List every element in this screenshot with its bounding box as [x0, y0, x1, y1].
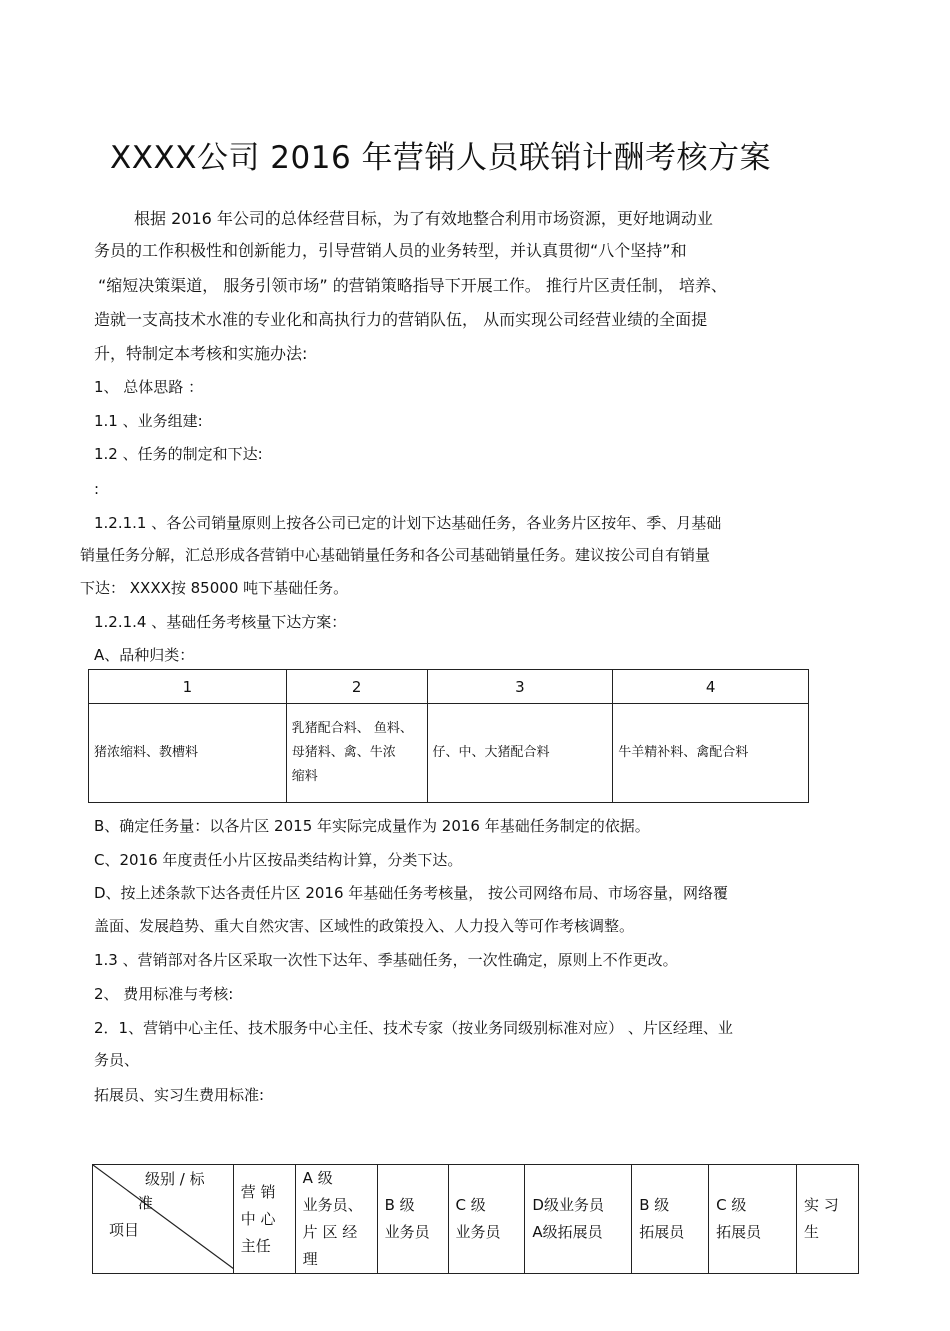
paragraph-line: 1.3 、营销部对各片区采取一次性下达年、季基础任务，一次性确定，原则上不作更改。	[94, 951, 678, 969]
cell-line: 业务员、	[302, 1196, 363, 1214]
table-header-cell	[377, 1165, 448, 1274]
table-header-cell	[797, 1165, 859, 1274]
cell-line: 营 销	[240, 1182, 276, 1201]
cell-line: 业务员	[384, 1223, 430, 1241]
section-heading: 1.1 、业务组建:	[94, 412, 203, 430]
cell-line: 母猪料、禽、牛浓	[291, 745, 396, 760]
table-header-cell: 3	[427, 670, 613, 704]
table-header-cell	[525, 1165, 632, 1274]
table-header-cell: 2	[286, 670, 427, 704]
table-header-cell: 1	[89, 670, 287, 704]
category-table	[88, 669, 809, 803]
cell-line: 乳猪配合料、 鱼料、	[291, 721, 413, 736]
paragraph-line: 拓展员、实习生费用标准:	[94, 1086, 265, 1104]
section-heading: A、品种归类：	[94, 646, 195, 664]
cell-line: 业务员	[455, 1223, 501, 1241]
cell-line: 牛羊精补料、禽配合料	[618, 745, 749, 760]
table-header-cell	[448, 1165, 525, 1274]
table-header-row	[89, 670, 809, 704]
cell-line: 主任	[240, 1236, 271, 1255]
paragraph-line: C、2016 年度责任小片区按品类结构计算，分类下达。	[94, 851, 463, 869]
intro-line: 造就一支高技术水准的专业化和高执行力的营销队伍， 从而实现公司经营业绩的全面提	[94, 310, 708, 329]
cell-line: C 级	[455, 1196, 486, 1214]
paragraph-line: B、确定任务量：以各片区 2015 年实际完成量作为 2016 年基础任务制定的依据。	[94, 817, 650, 835]
section-heading: 1.2.1.4 、基础任务考核量下达方案：	[94, 613, 347, 631]
cell-line: B 级	[384, 1196, 415, 1214]
fee-standard-table	[92, 1164, 859, 1274]
section-heading: 1.2 、任务的制定和下达:	[94, 445, 263, 463]
diagonal-top-label: 级别 / 标	[145, 1170, 205, 1188]
cell-line: 缩料	[291, 769, 318, 784]
cell-line: 猪浓缩料、教槽料	[94, 745, 199, 760]
intro-line: “缩短决策渠道， 服务引领市场” 的营销策略指导下开展工作。 推行片区责任制， 培养、	[98, 276, 727, 295]
table-header-cell	[632, 1165, 709, 1274]
page-title: XXXX公司 2016 年营销人员联销计酬考核方案	[110, 140, 772, 176]
cell-line: 片 区 经	[302, 1223, 358, 1241]
paragraph-line: 2．1、营销中心主任、技术服务中心主任、技术专家（按业务同级别标准对应） 、片区经理、业	[94, 1019, 733, 1037]
cell-line: B 级	[639, 1196, 670, 1214]
cell-line: 拓展员	[639, 1223, 685, 1241]
paragraph-line: 1.2.1.1 、各公司销量原则上按各公司已定的计划下达基础任务，各业务片区按年、季、月基础	[94, 514, 722, 532]
table-header-cell	[233, 1165, 295, 1274]
paragraph-line: 盖面、发展趋势、重大自然灾害、区域性的政策投入、人力投入等可作考核调整。	[94, 917, 635, 935]
cell-line: C 级	[716, 1196, 747, 1214]
paragraph-line: 销量任务分解，汇总形成各营销中心基础销量任务和各公司基础销量任务。建议按公司自有销量	[80, 546, 711, 564]
table-cell	[286, 704, 427, 803]
cell-line: A级拓展员	[532, 1223, 603, 1241]
table-cell	[613, 704, 809, 803]
cell-line: 理	[302, 1250, 318, 1268]
table-cell	[427, 704, 613, 803]
paragraph-line: 务员、	[94, 1051, 140, 1069]
paragraph-line: 下达： XXXX按 85000 吨下基础任务。	[80, 579, 349, 597]
cell-line: 仔、中、大猪配合料	[432, 745, 550, 760]
section-heading: 1、 总体思路 ：	[94, 378, 204, 396]
table-row	[89, 704, 809, 803]
cell-line: 中 心	[240, 1209, 276, 1228]
table-header-cell	[709, 1165, 797, 1274]
intro-line: 根据 2016 年公司的总体经营目标，为了有效地整合利用市场资源，更好地调动业	[134, 209, 713, 228]
cell-line: 实 习	[804, 1196, 839, 1214]
diagonal-header-cell	[93, 1165, 234, 1274]
cell-line: 生	[804, 1223, 820, 1241]
cell-line: D级业务员	[532, 1196, 604, 1214]
section-heading: 2、 费用标准与考核:	[94, 985, 234, 1003]
intro-line: 务员的工作积极性和创新能力，引导营销人员的业务转型，并认真贯彻“八个坚持”和	[94, 241, 687, 260]
paragraph-line: D、按上述条款下达各责任片区 2016 年基础任务考核量， 按公司网络布局、市场容量，网络覆	[94, 884, 729, 902]
cell-line: 拓展员	[716, 1223, 762, 1241]
table-cell	[89, 704, 287, 803]
cell-line: A 级	[302, 1169, 333, 1187]
table-header-cell: 4	[613, 670, 809, 704]
table-header-cell	[295, 1165, 377, 1274]
colon-text: :	[94, 480, 100, 498]
diagonal-bottom-label: 项目	[109, 1221, 140, 1239]
table-header-row	[93, 1165, 859, 1274]
intro-line: 升，特制定本考核和实施办法:	[94, 344, 308, 363]
diagonal-mid-label: 准	[138, 1194, 154, 1212]
